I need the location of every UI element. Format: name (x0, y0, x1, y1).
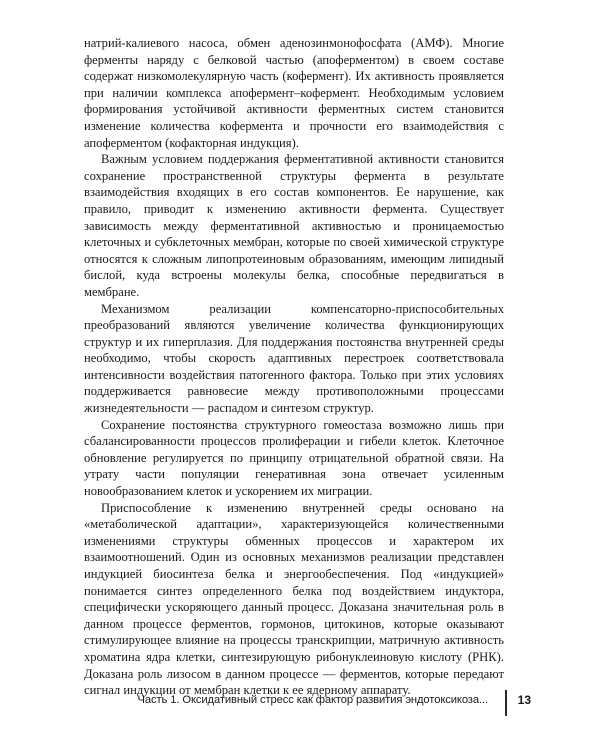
paragraph-3: Механизмом реализации компенсаторно-приспособительных преобразований являются увеличение количества функционирующих структур и их гиперплазия. Для поддержания постоянства внутренней среды необходимо, чтобы скорость адаптивных перестроек соответствовала интенсивности воздействия патогенного фактора. Только при этих условиях поддерживается равновесие между противоположными процессами жизнедеятельности — распадом и синтезом структур. (84, 301, 504, 416)
running-title: Часть 1. Оксидативный стресс как фактор развития эндотоксикоза... (137, 694, 488, 706)
paragraph-4: Сохранение постоянства структурного гомеостаза возможно лишь при сбалансированности процессов пролиферации и гибели клеток. Клеточное обновление регулируется по принципу отрицательной обратной связи. На утрату части популяции генеративная зона отвечает усиленным новообразованием клеток и ускорением их миграции. (84, 417, 504, 499)
footer-divider (505, 690, 507, 716)
page-footer (137, 690, 540, 716)
paragraph-5: Приспособление к изменению внутренней среды основано на «метаболической адаптации», характеризующейся количественными изменениями структуры обменных процессов и характером их взаимоотношений. Один из основных механизмов реализации представлен индукцией биосинтеза белка и энергообеспечения. Под «индукцией» понимается синтез определенного белка под воздействием индуктора, специфически ускоряющего данный процесс. Доказана значительная роль в данном процессе ферментов, гормонов, цитокинов, которые оказывают стимулирующее влияние на процессы транскрипции, матричную активность хроматина ядра клетки, синтезирующую рибонуклеиновую кислоту (РНК). Доказана роль лизосом в данном процессе — ферментов, которые передают сигнал индукции от мембран клетки к ее ядерному аппарату. (84, 500, 504, 698)
paragraph-1: натрий-калиевого насоса, обмен аденозинмонофосфата (АМФ). Многие ферменты наряду с белковой частью (апоферментом) в своем составе содержат низкомолекулярную часть (кофермент). Их активность проявляется при наличии комплекса апофермент–кофермент. Необходимым условием формирования устойчивой активности ферментных систем становится изменение количества кофермента и прочности его взаимодействия с апоферментом (кофакторная индукция). (84, 36, 504, 150)
body-text (84, 35, 504, 699)
paragraph-2: Важным условием поддержания ферментативной активности становится сохранение пространственной структуры фермента в результате взаимодействия входящих в его состав компонентов. Ее нарушение, как правило, приводит к изменению активности фермента. Существует зависимость между ферментативной активностью и проницаемостью клеточных и субклеточных мембран, которые по своей химической структуре относятся к сложным липопротеиновым образованиям, имеющим липидный бислой, куда встроены молекулы белка, способные передвигаться в мембране. (84, 152, 504, 299)
page-number: 13 (517, 693, 531, 707)
